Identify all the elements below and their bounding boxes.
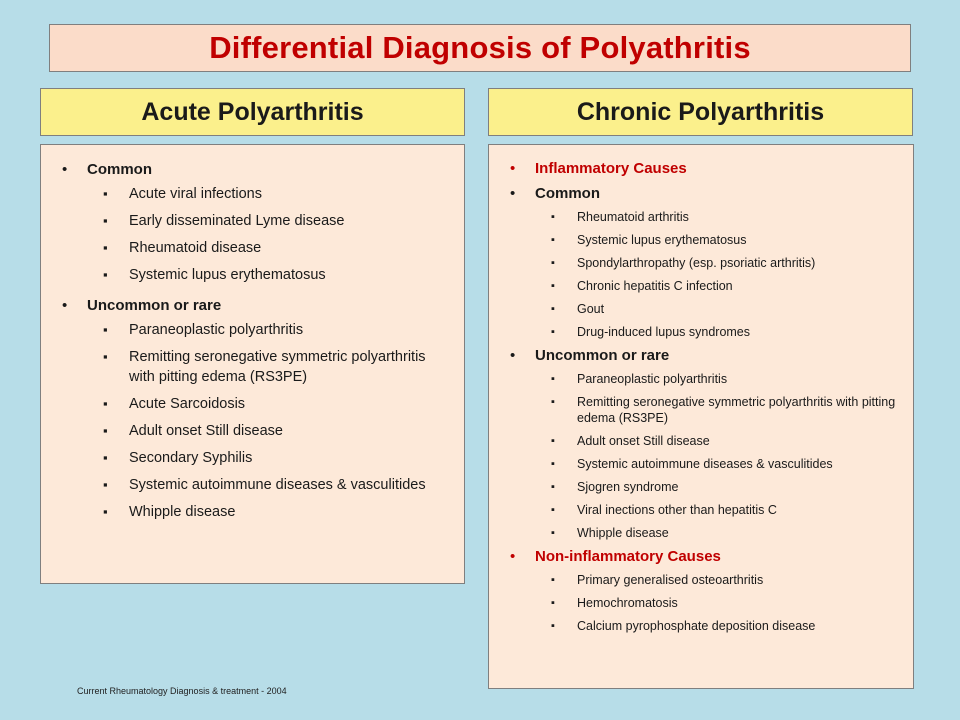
chronic-rare-group (489, 347, 903, 541)
list-item: ▪ Spondylarthropathy (esp. psoriatic arthritis) (489, 255, 903, 271)
chronic-rare-label: • Uncommon or rare (489, 347, 903, 365)
list-item: ▪ Whipple disease (41, 502, 454, 522)
acute-rare-list (41, 320, 454, 522)
list-item: ▪ Adult onset Still disease (489, 433, 903, 449)
list-item: ▪ Primary generalised osteoarthritis (489, 572, 903, 588)
chronic-common-label: • Common (489, 185, 903, 203)
inflammatory-causes-label: • Inflammatory Causes (489, 160, 903, 178)
list-item: ▪ Calcium pyrophosphate deposition disease (489, 618, 903, 634)
list-item: ▪ Whipple disease (489, 525, 903, 541)
chronic-common-group (489, 185, 903, 340)
list-item: ▪ Rheumatoid arthritis (489, 209, 903, 225)
noninflammatory-causes-label: • Non-inflammatory Causes (489, 548, 903, 566)
list-item: ▪ Chronic hepatitis C infection (489, 278, 903, 294)
title-banner (49, 24, 911, 72)
chronic-rare-list (489, 371, 903, 541)
list-item: ▪ Systemic lupus erythematosus (489, 232, 903, 248)
acute-heading: Acute Polyarthritis (40, 88, 465, 136)
acute-panel (40, 144, 465, 584)
chronic-panel (488, 144, 914, 689)
list-item: ▪ Remitting seronegative symmetric polyarthritis with pitting edema (RS3PE) (489, 394, 903, 426)
acute-common-label: • Common (41, 161, 454, 179)
list-item: ▪ Secondary Syphilis (41, 448, 454, 468)
list-item: ▪ Adult onset Still disease (41, 421, 454, 441)
list-item: ▪ Paraneoplastic polyarthritis (489, 371, 903, 387)
noninflammatory-group (489, 548, 903, 634)
list-item: ▪ Gout (489, 301, 903, 317)
list-item: ▪ Systemic autoimmune diseases & vasculitides (41, 475, 454, 495)
page-title: Differential Diagnosis of Polyathritis (209, 30, 751, 65)
acute-rare-label: • Uncommon or rare (41, 297, 454, 315)
source-citation: Current Rheumatology Diagnosis & treatment - 2004 (77, 686, 287, 696)
list-item: ▪ Rheumatoid disease (41, 238, 454, 258)
acute-common-list (41, 184, 454, 285)
list-item: ▪ Early disseminated Lyme disease (41, 211, 454, 231)
acute-rare-group (41, 297, 454, 522)
list-item: ▪ Paraneoplastic polyarthritis (41, 320, 454, 340)
list-item: ▪ Sjogren syndrome (489, 479, 903, 495)
list-item: ▪ Drug-induced lupus syndromes (489, 324, 903, 340)
noninflammatory-list (489, 572, 903, 634)
list-item: ▪ Acute viral infections (41, 184, 454, 204)
acute-common-group (41, 161, 454, 285)
list-item: ▪ Systemic autoimmune diseases & vasculitides (489, 456, 903, 472)
chronic-common-list (489, 209, 903, 340)
list-item: ▪ Acute Sarcoidosis (41, 394, 454, 414)
chronic-heading: Chronic Polyarthritis (488, 88, 913, 136)
list-item: ▪ Hemochromatosis (489, 595, 903, 611)
list-item: ▪ Systemic lupus erythematosus (41, 265, 454, 285)
list-item: ▪ Remitting seronegative symmetric polyarthritis with pitting edema (RS3PE) (41, 347, 454, 387)
list-item: ▪ Viral inections other than hepatitis C (489, 502, 903, 518)
